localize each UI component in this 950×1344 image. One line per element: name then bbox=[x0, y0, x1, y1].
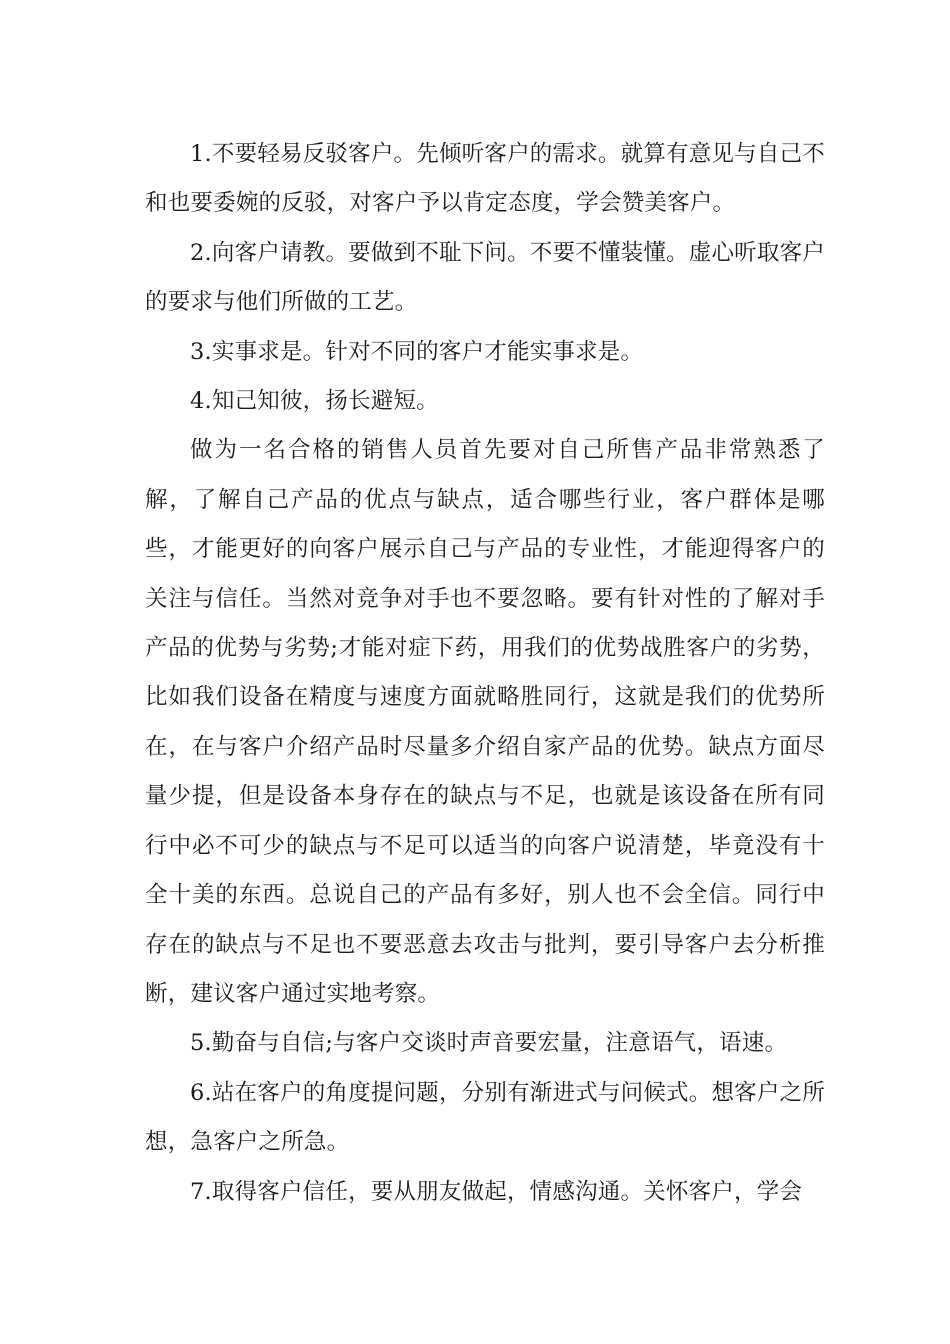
paragraph-7: 6.站在客户的角度提问题，分别有渐进式与问候式。想客户之所想，急客户之所急。 bbox=[145, 1079, 825, 1156]
paragraph-2: 2.向客户请教。要做到不耻下问。不要不懂装懂。虚心听取客户的要求与他们所做的工艺。 bbox=[145, 239, 825, 316]
paragraph-1: 1.不要轻易反驳客户。先倾听客户的需求。就算有意见与自己不和也要委婉的反驳，对客户予以肯定态度，学会赞美客户。 bbox=[145, 141, 825, 217]
paragraph-3: 3.实事求是。针对不同的客户才能实事求是。 bbox=[190, 338, 644, 365]
document-body bbox=[145, 130, 825, 1217]
paragraph-8: 7.取得客户信任，要从朋友做起，情感沟通。关怀客户，学会 bbox=[190, 1178, 803, 1205]
paragraph-5: 做为一名合格的销售人员首先要对自己所售产品非常熟悉了解，了解自己产品的优点与缺点，适合哪些行业，客户群体是哪些，才能更好的向客户展示自己与产品的专业性，才能迎得客户的关注与信任。当然对竞争对手也不要忽略。要有针对性的了解对手产品的优势与劣势;才能对症下药，用我们的优势战胜客户的劣势，比如我们设备在精度与速度方面就略胜同行，这就是我们的优势所在，在与客户介绍产品时尽量多介绍自家产品的优势。缺点方面尽量少提，但是设备本身存在的缺点与不足，也就是该设备在所有同行中必不可少的缺点与不足可以适当的向客户说清楚，毕竟没有十全十美的东西。总说自己的产品有多好，别人也不会全信。同行中存在的缺点与不足也不要恶意去攻击与批判，要引导客户去分析推断，建议客户通过实地考察。 bbox=[145, 437, 825, 1007]
paragraph-6: 5.勤奋与自信;与客户交谈时声音要宏量，注意语气，语速。 bbox=[190, 1030, 788, 1057]
paragraph-4: 4.知己知彼，扬长避短。 bbox=[190, 388, 439, 415]
